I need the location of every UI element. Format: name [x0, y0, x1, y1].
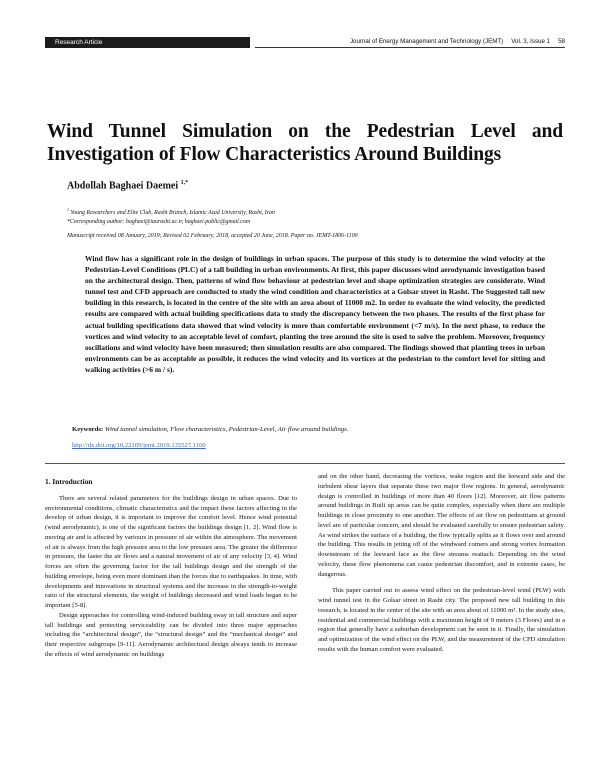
- running-header: [45, 37, 565, 48]
- author-name: Abdollah Baghaei Daemei: [67, 180, 179, 192]
- paragraph: There are several related parameters for the buildings design in urban spaces. Due to environmental conditions, climatic characteristics and the impact these factors affecting in the develop of urban design, it is important to improve the comfort level. Hence wind potential (wind aerodynamic), is one of the significant factors the buildings design [1, 2]. Wind flow is moving air and is affected by variours in pressure of air within the atmosphere. The movement of air is always from the high pressure area to the low pressure area. The greater the difference in pressure, the faster the air flows and a natural movement of air of any velocity [3, 4]. Wind forces are often the governing factor for the tall buildings design and the strength of the building envelope, being even more dominant than the forces due to earthquakes. In time, with developments and innovations in structural systems and the increase in the strength-to-weight ratio of the structural elements, the weight of buildings decreased and wind loads began to be important [5-8].: [45, 494, 297, 609]
- paper-title: Wind Tunnel Simulation on the Pedestrian Level and Investigation of Flow Characteristics Around Buildings: [47, 121, 563, 165]
- received-dates: Manuscript received 08 January, 2019; Revised 02 February, 2018, accepted 20 June, 2018. Paper no. JEMT-1806-1100: [67, 233, 358, 239]
- keywords-text: Wind tunnel simulation, Flow characteristics, Pedestrian-Level, Air flow around buildings.: [104, 426, 349, 433]
- corresponding-author: *Corresponding author: baghaei@iaurasht.ac.ir, baghaei.public@gmail.com: [67, 218, 251, 225]
- paragraph: and on the other hand, decreasing the vortices, wake region and the leeward side and the turbulent shear layers that separate these two major flow regions. In general, aerodynamic design is controlled in buildings of more than 40 floors [12]. Moreover, air flow patterns around buildings in Built up areas can be quite complex, especially when there are multiple buildings in close proximity to one another. The effects of air flow on pedestrians at ground level are of particular concern, and should be evaluated carefully to ensure pedestrian safety. As wind strikes the surface of a building, the flow typically splits as it flows over and around the building. This results in jetting off of the windward corners and strong vortex formation downstream of the leeward face as the flow streams reattach. Depending on the wind velocity, these flow phenomena can cause pedestrian discomfort, and in extreme cases, be dangerous.: [318, 473, 565, 578]
- author-line: [67, 180, 188, 191]
- affiliation-text: Young Researchers and Elite Club, Rasht Branch, Islamic Azad University, Rasht, Iran: [70, 209, 275, 216]
- keywords: [72, 426, 542, 433]
- keywords-label: Keywords:: [72, 426, 104, 433]
- paragraph: Design approaches for controlling wind-induced building sway in tall structure and super tall buildings and protecting serviceability can be divided into three major approaches including the “architectural design”, the “structural design” and the “mechanical design” and their respective subgroups [9-11]. Aerodynamic architectural design always tends to increase the effects of wind aerodynamic on buildings: [45, 611, 297, 658]
- section-heading-introduction: 1. Introduction: [45, 477, 93, 486]
- affiliation-line: [67, 205, 527, 218]
- right-column: [318, 472, 565, 655]
- affiliations: [67, 205, 527, 227]
- journal-volume: Vol. 3, Issue 1: [511, 38, 551, 45]
- author-superscript: 1,*: [180, 180, 189, 186]
- left-column: [45, 477, 297, 660]
- abstract: Wind flow has a significant role in the design of buildings in urban spaces. The purpose of this study is to determine the wind velocity at the Pedestrian-Level Conditions (PLC) of a tall building in urban environments. At first, this paper discusses wind aerodynamic investigation based on the architectural design. Then, patterns of wind flow behaviour at pedestrian level and shape optimization strategies are considerate. Wind tunnel test and CFD approach are conducted to study the wind condition and characteristics at a Golsar street in Rasht. The Suggested tall new building in this research, is located in the centre of the site with an area about of 11000 m2. In order to evaluate the wind velocity, the predicted results are compared with actual building specifications data to study the discrepancy between the two phases. The results of the first phase for actual building specifications data showed that wind velocity is more than comfortable environment (<7 m/s). In the next phase, to reduce the vortices and wind velocity to an acceptable level of comfort, planting the tree around the site is used to solve the problem. Moreover, frequency oscillations and wind velocity have been measured; then simulation results are also compared. The findings showed that planting trees in urban environments can be as acceptable as possible, it reduces the wind velocity and its vortices at the pedestrian to the comfort level for sitting and walking activities (>6 m / s).: [85, 254, 545, 374]
- section-divider: [45, 463, 565, 464]
- paragraph: This paper carried out to assess wind effect on the pedestrian-level wind (PLW) with wind tunnel test in the Golsar street in Rasht city. The proposed new tall building in this research, is located in the center of the site with an area about of 11000 m². In the study sites, residential and commercial buildings with a maximum height of 9 meters (3 Floors) and in a region that generally have a suburban development can be seen in it. Finally, the simulation and optimization of the wind effect on the PLW, and the measurement of the CFD simulation results with the human comfort were evaluated.: [318, 587, 565, 653]
- page-number: 58: [558, 38, 565, 45]
- header-rule: [255, 47, 565, 48]
- affiliation-sup: 1: [67, 207, 69, 212]
- journal-name: Journal of Energy Management and Technology (JEMT): [349, 38, 504, 45]
- doi-link[interactable]: http://dx.doi.org/10.22109/jemt.2019.135527.1100: [72, 442, 206, 449]
- article-type-tag: Research Article: [45, 37, 250, 48]
